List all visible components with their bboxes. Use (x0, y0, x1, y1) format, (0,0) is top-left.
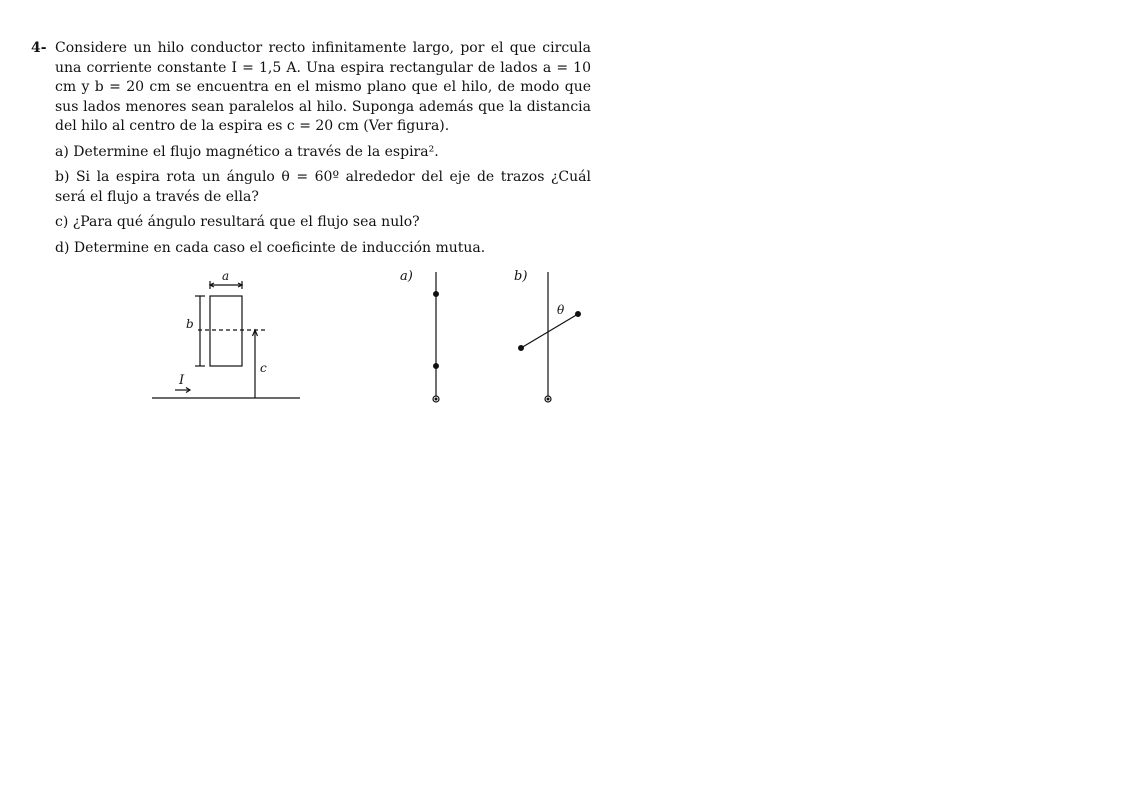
view-b-label: b) (514, 269, 528, 284)
view-a-loop-end-bottom (434, 364, 439, 369)
problem-statement: Considere un hilo conductor recto infinitamente largo, por el que circula una corriente constante I = 1,5 A. Una espira rectangular de lados a = 10 cm y b = 20 cm se encuentra en el mismo plano que el hilo, de modo que sus lados menores sean paralelos al hilo. Suponga además que la distancia del hilo al centro de la espira es c = 20 cm (Ver figura). (55, 40, 591, 134)
problem-4 (31, 39, 591, 264)
label-theta: θ (557, 303, 565, 317)
view-b-loop-end-left (519, 346, 524, 351)
view-b-rotated-loop (521, 314, 578, 348)
view-b-wire-dot (547, 398, 549, 400)
view-a-label: a) (400, 269, 413, 284)
figure (140, 262, 610, 412)
view-a-wire-dot (435, 398, 437, 400)
rectangular-loop (210, 296, 242, 366)
problem-parts (31, 143, 591, 259)
problem-number: 4- (31, 40, 47, 56)
label-I: I (179, 373, 185, 388)
part-a: a) Determine el flujo magnético a través de la espira². (55, 143, 439, 160)
view-b-diagram (519, 272, 581, 402)
problem-header (31, 39, 591, 137)
loop-diagram (152, 281, 300, 398)
view-a-loop-end-top (434, 292, 439, 297)
label-b: b (186, 317, 194, 331)
label-a: a (222, 269, 230, 283)
part-b: b) Si la espira rota un ángulo θ = 60º alrededor del eje de trazos ¿Cuál será el flujo a través de ella? (55, 169, 591, 205)
view-a-diagram (433, 272, 439, 402)
label-c: c (260, 361, 267, 375)
view-b-loop-end-right (576, 312, 581, 317)
part-c: c) ¿Para qué ángulo resultará que el flujo sea nulo? (55, 214, 420, 230)
figure-svg (140, 262, 610, 412)
part-d: d) Determine en cada caso el coeficinte de inducción mutua. (55, 239, 486, 256)
